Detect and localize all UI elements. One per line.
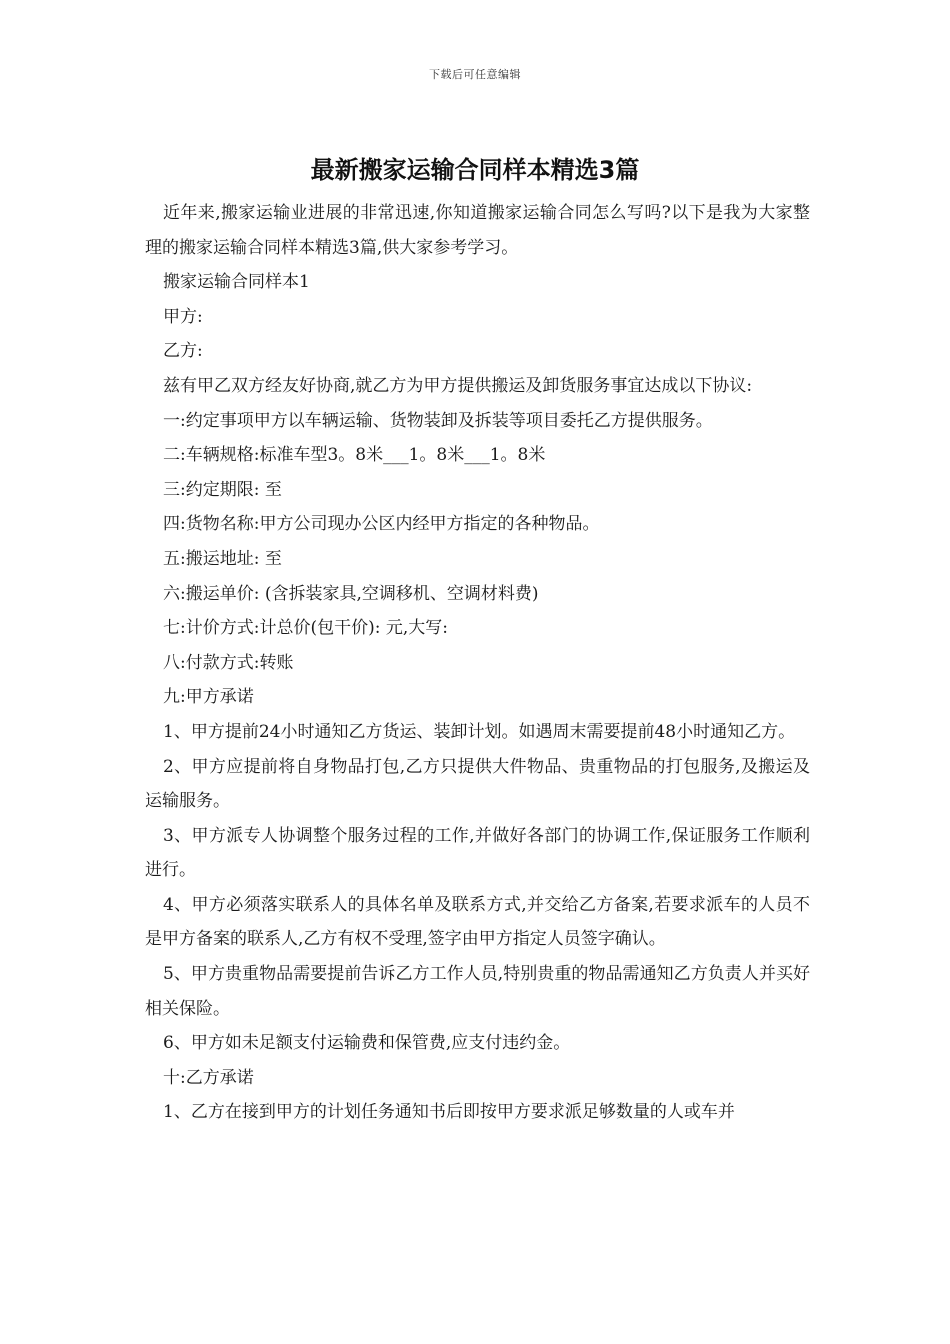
clause-6: 六:搬运单价: (含拆装家具,空调移机、空调材料费) <box>163 583 539 604</box>
clause-10-heading: 十:乙方承诺 <box>163 1067 254 1088</box>
clause-4: 四:货物名称:甲方公司现办公区内经甲方指定的各种物品。 <box>163 514 600 535</box>
clause-7: 七:计价方式:计总价(包干价): 元,大写: <box>163 618 448 639</box>
party-a-item-3: 3、甲方派专人协调整个服务过程的工作,并做好各部门的协调工作,保证服务工作顺利进行。 <box>145 825 810 881</box>
header-note: 下载后可任意编辑 <box>429 68 521 81</box>
clause-3: 三:约定期限: 至 <box>163 479 282 500</box>
party-b-line: 乙方: <box>163 341 203 362</box>
party-a-line: 甲方: <box>163 306 203 327</box>
document-body <box>145 196 810 1130</box>
clause-8: 八:付款方式:转账 <box>163 652 294 673</box>
clause-5: 五:搬运地址: 至 <box>163 548 282 569</box>
party-a-item-6: 6、甲方如未足额支付运输费和保管费,应支付违约金。 <box>163 1033 571 1054</box>
section-heading: 搬家运输合同样本1 <box>163 272 310 293</box>
clause-1: 一:约定事项甲方以车辆运输、货物装卸及拆装等项目委托乙方提供服务。 <box>163 410 713 431</box>
clause-9-heading: 九:甲方承诺 <box>163 687 254 708</box>
party-a-item-4: 4、甲方必须落实联系人的具体名单及联系方式,并交给乙方备案,若要求派车的人员不是甲方备案的联系人,乙方有权不受理,签字由甲方指定人员签字确认。 <box>145 894 810 950</box>
party-a-item-5: 5、甲方贵重物品需要提前告诉乙方工作人员,特别贵重的物品需通知乙方负责人并买好相关保险。 <box>145 964 810 1019</box>
agreement-preamble: 兹有甲乙双方经友好协商,就乙方为甲方提供搬运及卸货服务事宜达成以下协议: <box>163 375 753 396</box>
party-b-item-1: 1、乙方在接到甲方的计划任务通知书后即按甲方要求派足够数量的人或车并 <box>163 1102 735 1123</box>
intro-paragraph: 近年来,搬家运输业进展的非常迅速,你知道搬家运输合同怎么写吗?以下是我为大家整理的搬家运输合同样本精选3篇,供大家参考学习。 <box>145 203 810 258</box>
clause-2: 二:车辆规格:标准车型3。8米___1。8米___1。8米 <box>163 445 546 466</box>
party-a-item-2: 2、甲方应提前将自身物品打包,乙方只提供大件物品、贵重物品的打包服务,及搬运及运输服务。 <box>145 756 810 812</box>
document-title: 最新搬家运输合同样本精选3篇 <box>310 156 640 184</box>
party-a-item-1: 1、甲方提前24小时通知乙方货运、装卸计划。如遇周末需要提前48小时通知乙方。 <box>163 721 796 742</box>
